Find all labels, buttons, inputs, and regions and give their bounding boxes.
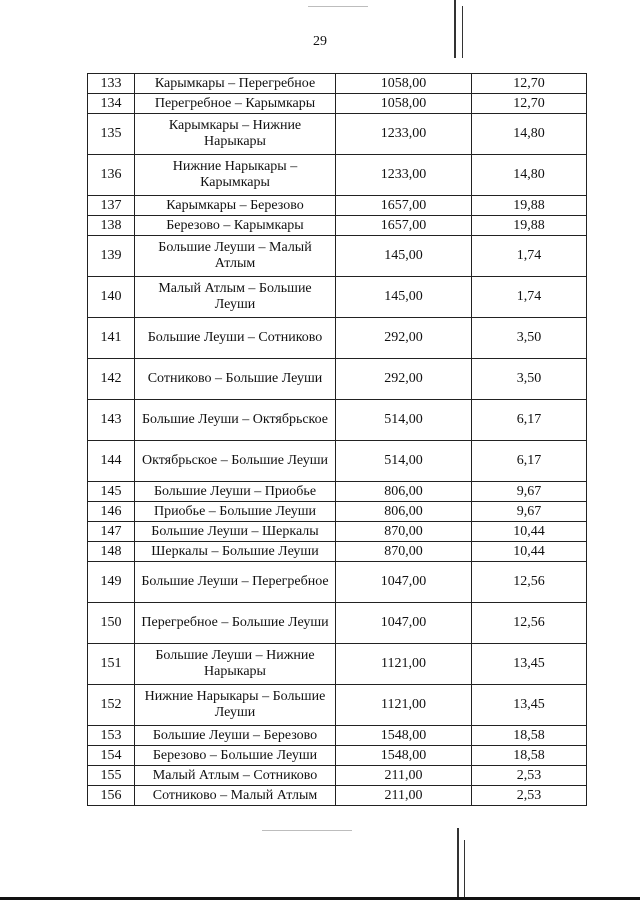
scan-mark-bottom-1 [457,828,459,898]
scan-smudge-top [308,6,368,7]
amount-value: 2,53 [472,766,587,786]
table-row [88,726,587,746]
table-row [88,685,587,726]
amount-value: 13,45 [472,685,587,726]
fare-value: 1657,00 [336,196,472,216]
fare-value: 1548,00 [336,726,472,746]
amount-value: 13,45 [472,644,587,685]
fare-value: 1657,00 [336,216,472,236]
row-number: 147 [88,522,135,542]
row-number: 150 [88,603,135,644]
amount-value: 14,80 [472,155,587,196]
route-name: Шеркалы – Большие Леуши [135,542,336,562]
route-name: Большие Леуши – Октябрьское [135,400,336,441]
table-row [88,277,587,318]
row-number: 143 [88,400,135,441]
row-number: 134 [88,94,135,114]
route-name: Малый Атлым – Сотниково [135,766,336,786]
table-row [88,562,587,603]
route-name: Карымкары – Березово [135,196,336,216]
scan-mark-bottom-2 [464,840,465,898]
fare-value: 1548,00 [336,746,472,766]
row-number: 141 [88,318,135,359]
amount-value: 12,70 [472,94,587,114]
row-number: 135 [88,114,135,155]
table-row [88,400,587,441]
fare-value: 806,00 [336,502,472,522]
row-number: 153 [88,726,135,746]
fare-value: 870,00 [336,522,472,542]
row-number: 149 [88,562,135,603]
fare-value: 1047,00 [336,603,472,644]
amount-value: 12,70 [472,74,587,94]
row-number: 156 [88,786,135,806]
table-row [88,522,587,542]
fare-value: 806,00 [336,482,472,502]
table-row [88,155,587,196]
fare-value: 1121,00 [336,685,472,726]
row-number: 144 [88,441,135,482]
table-row [88,644,587,685]
fare-value: 1047,00 [336,562,472,603]
page-bottom-edge [0,897,640,900]
route-name: Сотниково – Большие Леуши [135,359,336,400]
table-row [88,236,587,277]
route-name: Приобье – Большие Леуши [135,502,336,522]
row-number: 146 [88,502,135,522]
route-name: Перегребное – Большие Леуши [135,603,336,644]
table-row [88,766,587,786]
route-name: Октябрьское – Большие Леуши [135,441,336,482]
route-name: Березово – Карымкары [135,216,336,236]
table-row [88,502,587,522]
amount-value: 10,44 [472,522,587,542]
row-number: 155 [88,766,135,786]
fare-value: 292,00 [336,318,472,359]
fare-value: 211,00 [336,766,472,786]
row-number: 145 [88,482,135,502]
table-row [88,542,587,562]
amount-value: 1,74 [472,277,587,318]
route-name: Большие Леуши – Березово [135,726,336,746]
amount-value: 10,44 [472,542,587,562]
row-number: 152 [88,685,135,726]
amount-value: 12,56 [472,603,587,644]
route-name: Нижние Нарыкары – Большие Леуши [135,685,336,726]
row-number: 142 [88,359,135,400]
route-name: Карымкары – Перегребное [135,74,336,94]
amount-value: 1,74 [472,236,587,277]
amount-value: 2,53 [472,786,587,806]
table-row [88,196,587,216]
table-row [88,94,587,114]
amount-value: 9,67 [472,502,587,522]
row-number: 136 [88,155,135,196]
row-number: 139 [88,236,135,277]
amount-value: 19,88 [472,196,587,216]
amount-value: 18,58 [472,726,587,746]
table-row [88,318,587,359]
fare-value: 514,00 [336,441,472,482]
row-number: 151 [88,644,135,685]
route-name: Березово – Большие Леуши [135,746,336,766]
route-name: Перегребное – Карымкары [135,94,336,114]
scan-mark-top-2 [462,6,463,58]
amount-value: 12,56 [472,562,587,603]
row-number: 140 [88,277,135,318]
tariff-table [87,73,587,806]
amount-value: 3,50 [472,318,587,359]
route-name: Большие Леуши – Сотниково [135,318,336,359]
row-number: 133 [88,74,135,94]
row-number: 138 [88,216,135,236]
fare-value: 514,00 [336,400,472,441]
route-name: Большие Леуши – Нижние Нарыкары [135,644,336,685]
fare-value: 145,00 [336,236,472,277]
fare-value: 1233,00 [336,114,472,155]
fare-value: 1121,00 [336,644,472,685]
amount-value: 18,58 [472,746,587,766]
amount-value: 9,67 [472,482,587,502]
route-name: Карымкары – Нижние Нарыкары [135,114,336,155]
table-row [88,786,587,806]
row-number: 137 [88,196,135,216]
table-row [88,746,587,766]
page-number: 29 [313,34,327,49]
fare-value: 145,00 [336,277,472,318]
table-row [88,441,587,482]
amount-value: 19,88 [472,216,587,236]
table-row [88,603,587,644]
route-name: Сотниково – Малый Атлым [135,786,336,806]
route-name: Большие Леуши – Приобье [135,482,336,502]
table-row [88,216,587,236]
amount-value: 3,50 [472,359,587,400]
table-row [88,74,587,94]
route-name: Большие Леуши – Шеркалы [135,522,336,542]
table-row [88,114,587,155]
route-name: Нижние Нарыкары – Карымкары [135,155,336,196]
fare-value: 1058,00 [336,74,472,94]
fare-value: 1233,00 [336,155,472,196]
row-number: 148 [88,542,135,562]
amount-value: 6,17 [472,400,587,441]
route-name: Большие Леуши – Малый Атлым [135,236,336,277]
fare-value: 292,00 [336,359,472,400]
amount-value: 14,80 [472,114,587,155]
scan-smudge-bottom [262,830,352,831]
amount-value: 6,17 [472,441,587,482]
table-row [88,482,587,502]
fare-value: 1058,00 [336,94,472,114]
row-number: 154 [88,746,135,766]
route-name: Большие Леуши – Перегребное [135,562,336,603]
route-name: Малый Атлым – Большие Леуши [135,277,336,318]
fare-value: 211,00 [336,786,472,806]
table-row [88,359,587,400]
fare-value: 870,00 [336,542,472,562]
